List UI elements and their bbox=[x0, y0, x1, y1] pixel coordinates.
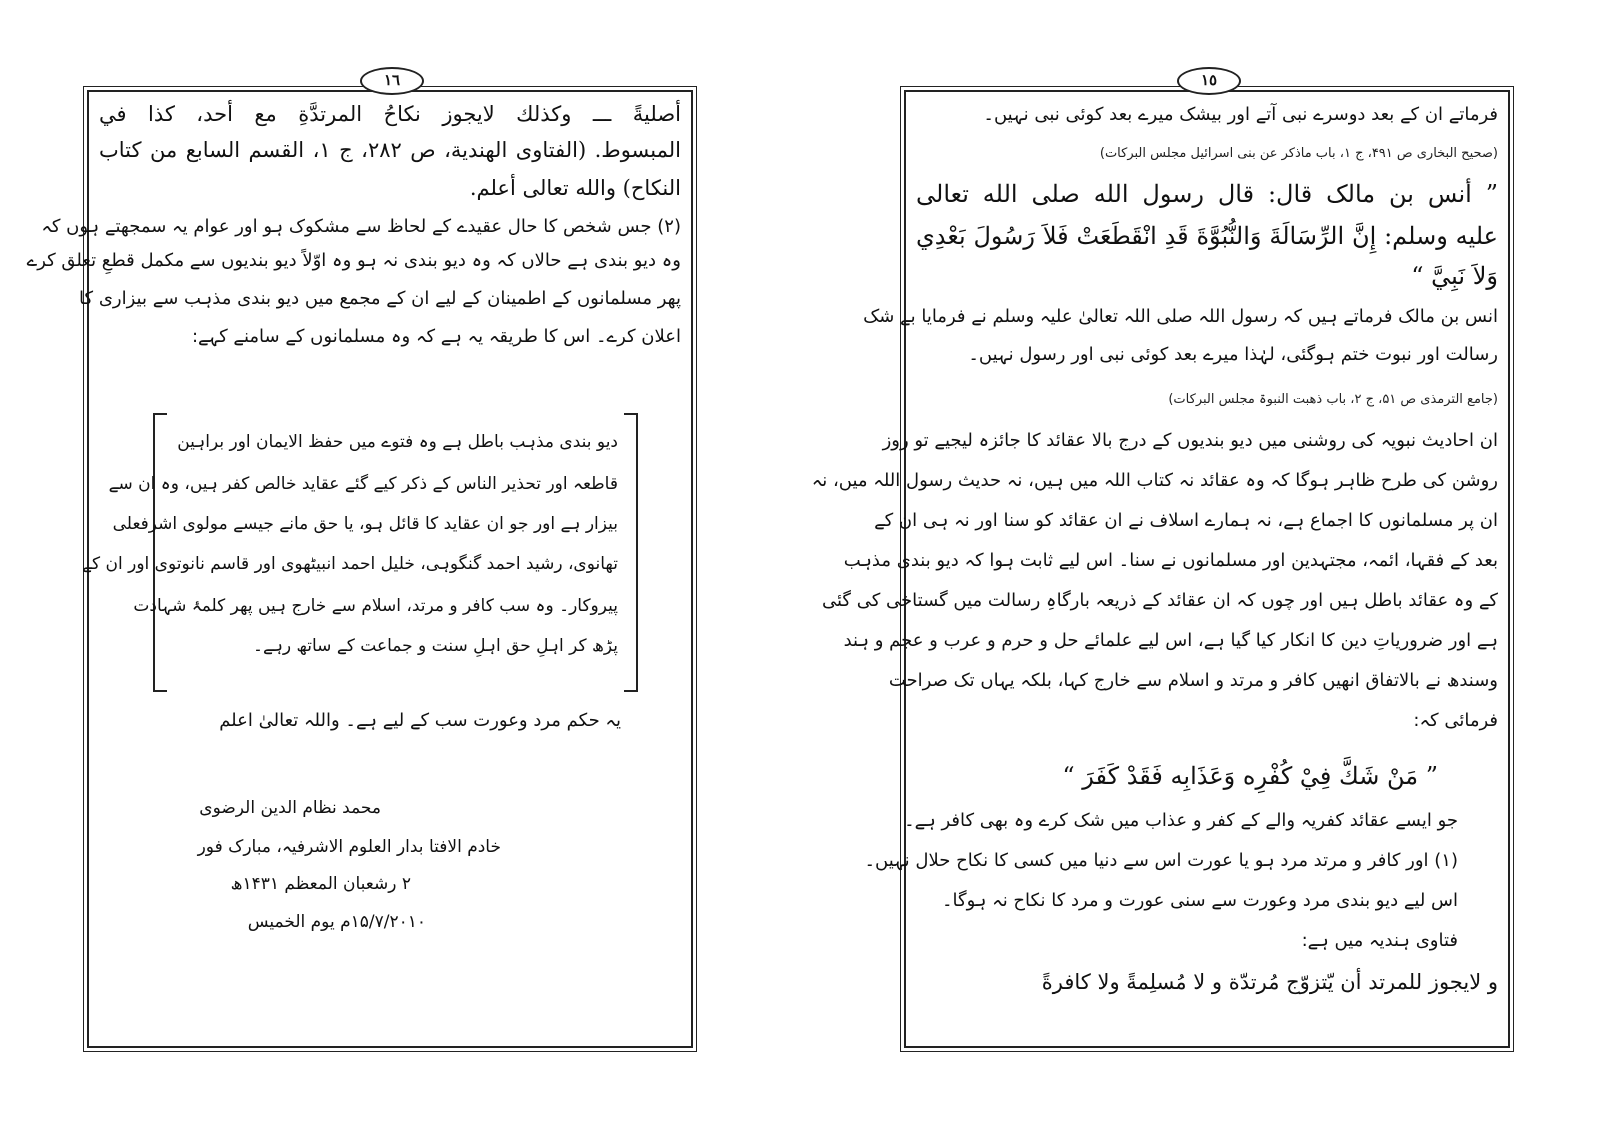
paragraph-2-line-3: پھر مسلمانوں کے اطمینان کے لیے ان کے مجمع میں دیو بندی مذہب سے بیزاری کا bbox=[79, 288, 681, 309]
after-line-2: (۱) اور کافر و مرتد مرد ہو یا عورت اس سے دنیا میں کسی کا نکاح حلال نہیں۔ bbox=[864, 850, 1458, 871]
closing-ruling: یہ حکم مرد وعورت سب کے لیے ہے۔ واللہ تعالیٰ اعلم bbox=[219, 710, 621, 731]
body-line-7: وسندھ نے بالاتفاق انھیں کافر و مرتد و اسلام سے خارج کہا، بلکہ یہاں تک صراحت bbox=[888, 670, 1498, 691]
quote-line-6: پڑھ کر اہلِ حق اہلِ سنت و جماعت کے ساتھ رہے۔ bbox=[253, 636, 618, 656]
body-line-3: ان پر مسلمانوں کا اجماع ہے، نہ ہمارے اسلاف نے ان عقائد کو سنا اور نہ ہی ان کے bbox=[874, 510, 1498, 531]
hadith-line-2: عليه وسلم: إِنَّ الرِّسَالَةَ وَالنُّبُوَّةَ قَدِ انْقَطَعَتْ فَلاَ رَسُولَ بَعْدِي bbox=[916, 222, 1498, 250]
body-line-6: ہے اور ضروریاتِ دین کا انکار کیا گیا ہے، اس لیے علمائے حل و حرم و عرب و عجم و ہند bbox=[843, 630, 1498, 651]
paragraph-2-line-2: وہ دیو بندی ہے حالاں کہ وہ دیو بندی نہ ہو وہ اوّلاً دیو بندیوں سے مکمل قطعِ تعلق کرے bbox=[26, 250, 681, 271]
left-page bbox=[26, 90, 693, 1048]
translation-line-2: رسالت اور نبوت ختم ہوگئی، لہٰذا میرے بعد کوئی نبی اور رسول نہیں۔ bbox=[968, 344, 1498, 365]
quote-line-2: قاطعہ اور تحذیر الناس کے ذکر کیے گئے عقاید خالص کفر ہیں، وہ ان سے bbox=[108, 474, 618, 494]
page-number-right: ١٥ bbox=[1177, 67, 1241, 95]
body-line-2: روشن کی طرح ظاہر ہوگا کہ وہ عقائد نہ کتاب اللہ میں ہیں، نہ حدیث رسول اللہ میں، نہ bbox=[811, 470, 1498, 491]
arabic-line-3: النكاح) والله تعالى أعلم. bbox=[469, 176, 681, 200]
quote-line-3: بیزار ہے اور جو ان عقاید کا قائل ہو، یا حق مانے جیسے مولوی اشرفعلی bbox=[112, 514, 618, 534]
after-line-1: جو ایسے عقائد کفریہ والے کے کفر و عذاب میں شک کرے وہ بھی کافر ہے۔ bbox=[904, 810, 1458, 831]
signature-name: محمد نظام الدین الرضوی bbox=[199, 798, 381, 818]
body-line-1: ان احادیث نبویہ کی روشنی میں دیو بندیوں کے درج بالا عقائد کا جائزہ لیجیے تو روز bbox=[882, 430, 1498, 451]
declaration-quote-box bbox=[82, 413, 638, 688]
right-page bbox=[811, 90, 1510, 1048]
text-line-1: فرماتے ان کے بعد دوسرے نبی آتے اور بیشک میرے بعد کوئی نبی نہیں۔ bbox=[983, 104, 1498, 125]
after-line-3: اس لیے دیو بندی مرد وعورت سے سنی عورت و مرد کا نکاح نہ ہوگا۔ bbox=[941, 890, 1458, 911]
arabic-line-1: أصليةً ـــ وكذلك لايجوز نكاحُ المرتدَّةِ مع أحد، كذا في bbox=[99, 102, 681, 126]
arabic-last-line: و لايجوز للمرتد أن يّتزوّج مُرتدّة و لا مُسلِمةً ولا كافرةً bbox=[1041, 970, 1498, 994]
arabic-line-2: المبسوط. (الفتاوى الهندية، ص ٢٨٢، ج ١، القسم السابع من كتاب bbox=[99, 138, 681, 162]
reference-tirmidhi: (جامع الترمذی ص ۵۱، ج ۲، باب ذھبت النبوۃ مجلس البرکات) bbox=[1168, 392, 1498, 407]
bracket-right bbox=[624, 413, 638, 692]
quote-line-1: دیو بندی مذہب باطل ہے وہ فتوے میں حفظ الایمان اور براہین bbox=[177, 432, 618, 452]
arabic-quote: ” مَنْ شَكَّ فِيْ كُفْرِه وَعَذَابِه فَقَدْ كَفَرَ “ bbox=[1062, 762, 1438, 790]
paragraph-2-line-1: (۲) جس شخص کا حال عقیدے کے لحاظ سے مشکوک ہو اور عوام یہ سمجھتے ہوں کہ bbox=[41, 216, 681, 237]
signature-title: خادم الافتا بدار العلوم الاشرفیہ، مبارک فور bbox=[197, 837, 501, 857]
body-line-4: بعد کے فقہا، ائمہ، مجتہدین اور مسلمانوں نے سنا۔ اس لیے ثابت ہوا کہ دیو بندی مذہب bbox=[843, 550, 1498, 571]
hadith-line-3: وَلاَ نَبِيَّ “ bbox=[1411, 262, 1498, 290]
page-number-left: ١٦ bbox=[360, 67, 424, 95]
translation-line-1: انس بن مالک فرماتے ہیں کہ رسول اللہ صلی اللہ تعالیٰ علیہ وسلم نے فرمایا بے شک bbox=[863, 306, 1498, 327]
left-page-content bbox=[26, 98, 681, 1040]
signature-hijri-date: ۲ رشعبان المعظم ۱۴۳۱ھ bbox=[230, 874, 411, 894]
body-line-8: فرمائی کہ: bbox=[1413, 710, 1498, 731]
reference-bukhari: (صحیح البخاری ص ۴۹۱، ج ۱، باب ماذکر عن بنی اسرائیل مجلس البرکات) bbox=[1099, 146, 1498, 161]
body-line-5: کے وہ عقائد باطل ہیں اور چوں کہ ان عقائد کے ذریعہ بارگاہِ رسالت میں گستاخی کی گئی bbox=[822, 590, 1498, 611]
hadith-line-1: ” أنس بن مالک قال: قال رسول الله صلى الله تعالى bbox=[916, 180, 1498, 208]
after-line-4: فتاوی ہندیہ میں ہے: bbox=[1301, 930, 1458, 951]
right-page-content bbox=[811, 98, 1498, 1040]
signature-gregorian-date: ۱۵/۷/۲۰۱۰م یوم الخمیس bbox=[247, 912, 426, 932]
quote-line-4: تھانوی، رشید احمد گنگوہی، خلیل احمد انبیٹھوی اور قاسم نانوتوی اور ان کے bbox=[82, 554, 618, 574]
paragraph-2-line-4: اعلان کرے۔ اس کا طریقہ یہ ہے کہ وہ مسلمانوں کے سامنے کہے: bbox=[191, 326, 681, 347]
quote-line-5: پیروکار۔ وہ سب کافر و مرتد، اسلام سے خارج ہیں پھر کلمۂ شہادت bbox=[133, 596, 618, 616]
